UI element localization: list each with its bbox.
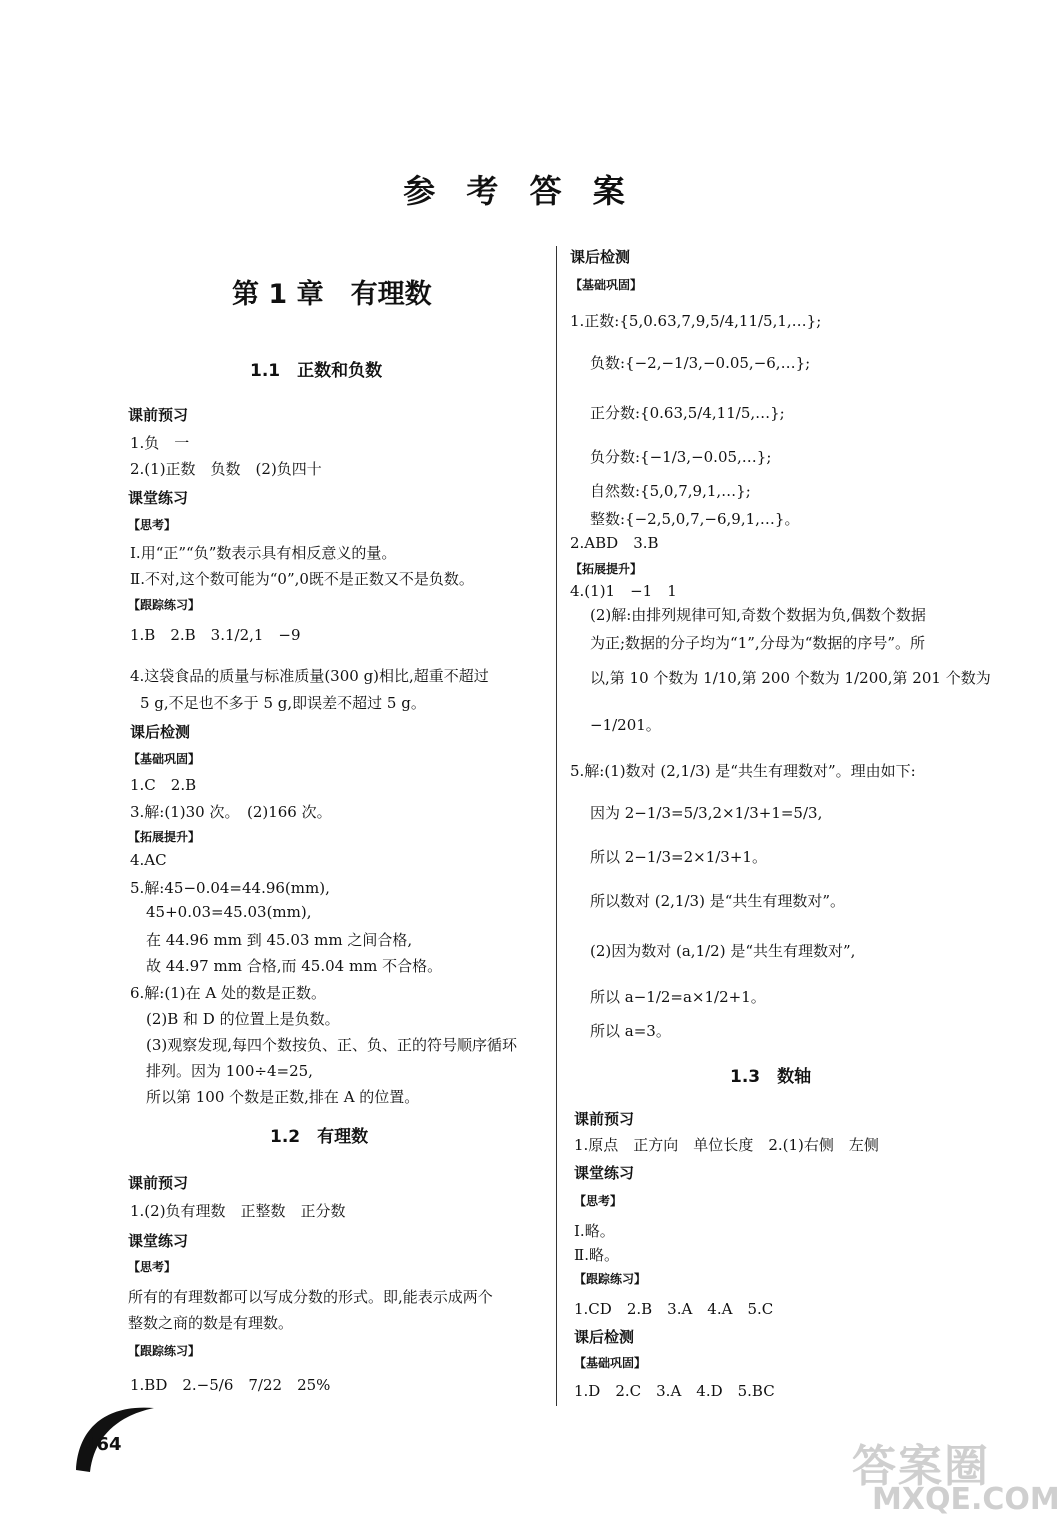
right-line: Ⅰ.略。 [574,1222,615,1240]
right-line: 以,第 10 个数为 1/10,第 200 个数为 1/200,第 201 个数为 [590,669,991,687]
left-tag: 【思考】 [128,518,177,532]
left-line: 4.AC [130,851,167,869]
left-line: 1.C 2.B [130,776,197,794]
left-line: Ⅰ.用“正”“负”数表示具有相反意义的量。 [130,544,397,562]
right-tag: 【基础巩固】 [574,1356,647,1370]
right-tag: 【拓展提升】 [570,562,643,576]
right-heading: 课前预习 [574,1110,635,1128]
right-heading: 课后检测 [570,248,631,266]
page-title: 参 考 答 案 [403,172,635,210]
right-line: 1.原点 正方向 单位长度 2.(1)右侧 左侧 [574,1136,879,1154]
left-line: 1.B 2.B 3.1/2,1 −9 [130,626,301,644]
watermark-logo: 答案圈 [852,1441,990,1492]
left-line: 所以第 100 个数是正数,排在 A 的位置。 [146,1088,420,1106]
left-line: 1.BD 2.−5/6 7/22 25% [130,1376,331,1394]
left-line: (3)观察发现,每四个数按负、正、负、正的符号顺序循环 [146,1036,518,1054]
left-line: 在 44.96 mm 到 45.03 mm 之间合格, [146,931,413,949]
left-section: 1.2 有理数 [270,1127,369,1147]
right-line: (2)因为数对 (a,1/2) 是“共生有理数对”, [590,942,856,960]
left-line: 排列。因为 100÷4=25, [146,1062,313,1080]
left-heading: 课前预习 [128,1174,189,1192]
left-line: Ⅱ.不对,这个数可能为“0”,0既不是正数又不是负数。 [130,570,474,588]
right-line: 为正;数据的分子均为“1”,分母为“数据的序号”。所 [590,634,926,652]
left-section: 1.1 正数和负数 [250,361,383,381]
left-line: (2)B 和 D 的位置上是负数。 [146,1010,340,1028]
right-line: 负数:{−2,−1/3,−0.05,−6,…}; [590,354,811,372]
left-tag: 【基础巩固】 [128,752,201,766]
left-tag: 【跟踪练习】 [128,598,201,612]
right-section: 1.3 数轴 [730,1067,812,1087]
left-line: 1.(2)负有理数 正整数 正分数 [130,1202,346,1220]
right-line: 所以 2−1/3=2×1/3+1。 [590,848,767,866]
left-tag: 【拓展提升】 [128,830,201,844]
right-line: 整数:{−2,5,0,7,−6,9,1,…}。 [590,510,800,528]
right-tag: 【思考】 [574,1194,623,1208]
left-line: 2.(1)正数 负数 (2)负四十 [130,460,322,478]
left-chapter: 第 1 章 有理数 [232,279,432,310]
left-heading: 课后检测 [130,723,191,741]
right-line: 所以 a=3。 [590,1022,671,1040]
right-line: (2)解:由排列规律可知,奇数个数据为负,偶数个数据 [590,606,926,624]
right-tag: 【基础巩固】 [570,278,643,292]
right-line: 所以数对 (2,1/3) 是“共生有理数对”。 [590,892,846,910]
right-line: 自然数:{5,0,7,9,1,…}; [590,482,751,500]
right-tag: 【跟踪练习】 [574,1272,647,1286]
right-line: 1.CD 2.B 3.A 4.A 5.C [574,1300,774,1318]
left-line: 5 g,不足也不多于 5 g,即误差不超过 5 g。 [140,694,426,712]
left-line: 所有的有理数都可以写成分数的形式。即,能表示成两个 [128,1288,493,1306]
column-divider [556,246,557,1406]
right-line: 4.(1)1 −1 1 [570,582,677,600]
left-line: 4.这袋食品的质量与标准质量(300 g)相比,超重不超过 [130,667,489,685]
right-heading: 课堂练习 [574,1164,635,1182]
right-line: −1/201。 [590,716,661,734]
right-line: 2.ABD 3.B [570,534,659,552]
left-tag: 【思考】 [128,1260,177,1274]
left-line: 6.解:(1)在 A 处的数是正数。 [130,984,326,1002]
right-line: 1.D 2.C 3.A 4.D 5.BC [574,1382,775,1400]
right-line: 正分数:{0.63,5/4,11/5,…}; [590,404,785,422]
left-line: 故 44.97 mm 合格,而 45.04 mm 不合格。 [146,957,443,975]
left-line: 1.负 一 [130,434,190,452]
left-line: 5.解:45−0.04=44.96(mm), [130,879,330,897]
right-line: 因为 2−1/3=5/3,2×1/3+1=5/3, [590,804,823,822]
right-line: 所以 a−1/2=a×1/2+1。 [590,988,766,1006]
right-line: 负分数:{−1/3,−0.05,…}; [590,448,772,466]
left-heading: 课堂练习 [128,489,189,507]
right-heading: 课后检测 [574,1328,635,1346]
right-line: 5.解:(1)数对 (2,1/3) 是“共生有理数对”。理由如下: [570,762,916,780]
left-heading: 课前预习 [128,406,189,424]
right-line: Ⅱ.略。 [574,1246,619,1264]
page-number: 164 [84,1434,122,1455]
left-line: 45+0.03=45.03(mm), [146,903,312,921]
watermark-url: MXQE.COM [872,1482,1060,1517]
left-line: 整数之商的数是有理数。 [128,1314,294,1332]
left-heading: 课堂练习 [128,1232,189,1250]
right-line: 1.正数:{5,0.63,7,9,5/4,11/5,1,…}; [570,312,822,330]
left-line: 3.解:(1)30 次。 (2)166 次。 [130,803,332,821]
left-tag: 【跟踪练习】 [128,1344,201,1358]
